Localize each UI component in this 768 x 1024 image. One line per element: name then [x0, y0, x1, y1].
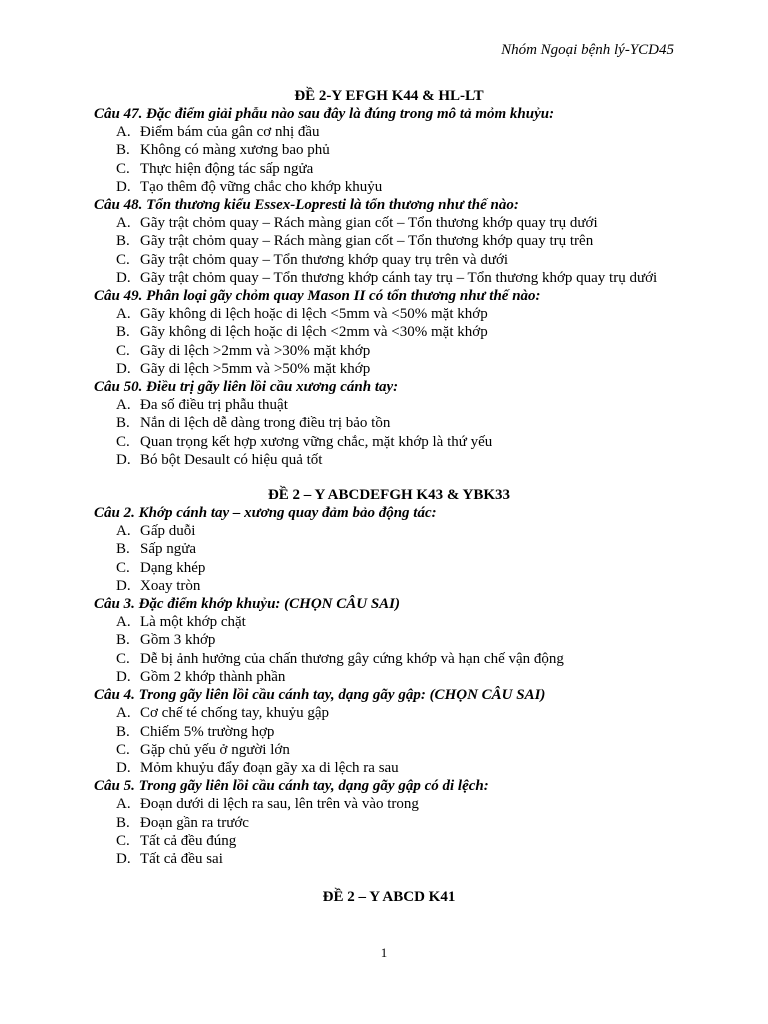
option-item	[94, 323, 684, 341]
option-item	[94, 540, 684, 558]
option-text: Gãy trật chỏm quay – Tổn thương khớp quay trụ trên và dưới	[140, 251, 509, 268]
option-letter: A.	[116, 306, 131, 323]
option-item	[94, 414, 684, 432]
option-text: Gồm 3 khớp	[140, 632, 216, 649]
option-item	[94, 559, 684, 577]
question-text: Câu 47. Đặc điểm giải phẫu nào sau đây là đúng trong mô tả mỏm khuỷu:	[94, 106, 555, 122]
option-letter: A.	[116, 397, 131, 414]
option-list	[94, 123, 684, 196]
option-text: Gãy trật chỏm quay – Rách màng gian cốt – Tổn thương khớp quay trụ dưới	[140, 215, 598, 232]
option-letter: C.	[116, 251, 130, 268]
option-item	[94, 232, 684, 250]
option-text: Xoay tròn	[140, 577, 201, 594]
option-letter: C.	[116, 650, 130, 667]
option-letter: C.	[116, 741, 130, 758]
option-item	[94, 650, 684, 668]
option-item	[94, 668, 684, 686]
option-text: Đoạn gần ra trước	[140, 814, 249, 831]
option-letter: D.	[116, 269, 131, 286]
option-list	[94, 704, 684, 777]
option-text: Đa số điều trị phẫu thuật	[140, 397, 288, 414]
option-item	[94, 123, 684, 141]
section-spacer	[94, 469, 684, 486]
option-list	[94, 305, 684, 378]
option-text: Đoạn dưới di lệch ra sau, lên trên và vào trong	[140, 796, 419, 813]
option-text: Tạo thêm độ vững chắc cho khớp khuỷu	[140, 178, 383, 195]
page-content	[94, 87, 684, 906]
option-item	[94, 141, 684, 159]
option-letter: B.	[116, 142, 130, 159]
option-text: Quan trọng kết hợp xương vững chắc, mặt khớp là thứ yếu	[140, 433, 493, 450]
option-item	[94, 723, 684, 741]
option-letter: C.	[116, 160, 130, 177]
option-letter: D.	[116, 850, 131, 867]
option-item	[94, 178, 684, 196]
option-letter: B.	[116, 541, 130, 558]
option-letter: B.	[116, 415, 130, 432]
option-item	[94, 360, 684, 378]
option-item	[94, 832, 684, 850]
option-text: Tất cả đều sai	[140, 850, 223, 867]
option-text: Bó bột Desault có hiệu quả tốt	[140, 451, 323, 468]
option-item	[94, 759, 684, 777]
option-list	[94, 396, 684, 469]
section-title: ĐỀ 2 – Y ABCDEFGH K43 & YBK33	[267, 487, 511, 504]
page-number: 1	[380, 945, 388, 960]
question-text: Câu 48. Tổn thương kiểu Essex-Lopresti là tổn thương như thế nào:	[94, 197, 519, 214]
option-letter: D.	[116, 668, 131, 685]
option-text: Gãy trật chỏm quay – Tổn thương khớp cánh tay trụ – Tổn thương khớp quay trụ dưới	[140, 269, 658, 286]
option-item	[94, 214, 684, 232]
option-list	[94, 522, 684, 595]
option-text: Gặp chủ yếu ở người lớn	[140, 741, 290, 758]
option-item	[94, 522, 684, 540]
option-letter: B.	[116, 723, 130, 740]
option-text: Nắn di lệch dễ dàng trong điều trị bảo tồn	[140, 415, 391, 432]
option-letter: B.	[116, 814, 130, 831]
question-text: Câu 4. Trong gãy liên lồi cầu cánh tay, dạng gãy gập: (CHỌN CÂU SAI)	[94, 687, 546, 704]
option-text: Chiếm 5% trường hợp	[140, 723, 275, 740]
option-text: Gãy trật chỏm quay – Rách màng gian cốt – Tổn thương khớp quay trụ trên	[140, 233, 594, 250]
option-item	[94, 577, 684, 595]
option-letter: C.	[116, 559, 130, 576]
option-item	[94, 741, 684, 759]
option-item	[94, 631, 684, 649]
option-item	[94, 342, 684, 360]
option-text: Gãy di lệch >2mm và >30% mặt khớp	[140, 342, 371, 359]
option-letter: D.	[116, 178, 131, 195]
option-letter: D.	[116, 577, 131, 594]
option-letter: C.	[116, 832, 130, 849]
option-item	[94, 451, 684, 469]
option-letter: D.	[116, 759, 131, 776]
option-item	[94, 269, 684, 287]
page-header: Nhóm Ngoại bệnh lý-YCD45	[501, 42, 674, 58]
option-text: Cơ chế té chống tay, khuỷu gập	[140, 705, 329, 722]
option-letter: A.	[116, 523, 131, 540]
option-letter: C.	[116, 433, 130, 450]
option-letter: A.	[116, 124, 131, 141]
section-title: ĐỀ 2-Y EFGH K44 & HL-LT	[294, 88, 484, 104]
option-item	[94, 396, 684, 414]
option-text: Tất cả đều đúng	[140, 832, 237, 849]
option-list	[94, 795, 684, 868]
option-text: Dễ bị ảnh hưởng của chấn thương gây cứng khớp và hạn chế vận động	[140, 650, 564, 667]
option-text: Dạng khép	[140, 559, 206, 576]
option-text: Gãy di lệch >5mm và >50% mặt khớp	[140, 360, 371, 377]
option-text: Thực hiện động tác sấp ngửa	[140, 160, 314, 177]
option-item	[94, 814, 684, 832]
option-letter: D.	[116, 451, 131, 468]
option-item	[94, 305, 684, 323]
section-spacer	[94, 868, 684, 888]
option-text: Gồm 2 khớp thành phần	[140, 668, 286, 685]
question-text: Câu 2. Khớp cánh tay – xương quay đảm bảo động tác:	[94, 505, 437, 522]
option-letter: C.	[116, 342, 130, 359]
option-item	[94, 251, 684, 269]
option-item	[94, 433, 684, 451]
option-item	[94, 795, 684, 813]
option-item	[94, 160, 684, 178]
option-letter: A.	[116, 705, 131, 722]
option-letter: A.	[116, 614, 131, 631]
option-text: Gãy không di lệch hoặc di lệch <5mm và <50% mặt khớp	[140, 306, 488, 323]
question-text: Câu 49. Phân loại gãy chỏm quay Mason II có tổn thương như thế nào:	[94, 288, 541, 305]
option-text: Gãy không di lệch hoặc di lệch <2mm và <30% mặt khớp	[140, 324, 488, 341]
question-text: Câu 5. Trong gãy liên lồi cầu cánh tay, dạng gãy gập có di lệch:	[94, 778, 489, 795]
option-item	[94, 613, 684, 631]
option-list	[94, 613, 684, 686]
option-letter: B.	[116, 233, 130, 250]
option-item	[94, 850, 684, 868]
option-list	[94, 214, 684, 287]
option-item	[94, 704, 684, 722]
question-text: Câu 3. Đặc điểm khớp khuỷu: (CHỌN CÂU SAI)	[94, 596, 401, 613]
option-letter: D.	[116, 360, 131, 377]
option-letter: A.	[116, 215, 131, 232]
question-text: Câu 50. Điều trị gãy liên lồi cầu xương cánh tay:	[94, 379, 399, 396]
option-text: Mỏm khuỷu đẩy đoạn gãy xa di lệch ra sau	[140, 759, 399, 776]
option-letter: A.	[116, 796, 131, 813]
section-title: ĐỀ 2 – Y ABCD K41	[322, 889, 456, 906]
option-text: Sấp ngửa	[140, 541, 197, 558]
option-letter: B.	[116, 632, 130, 649]
option-text: Điểm bám của gân cơ nhị đầu	[140, 124, 320, 141]
option-text: Không có màng xương bao phủ	[140, 142, 330, 159]
option-text: Là một khớp chặt	[140, 614, 246, 631]
option-text: Gấp duỗi	[140, 523, 196, 540]
option-letter: B.	[116, 324, 130, 341]
